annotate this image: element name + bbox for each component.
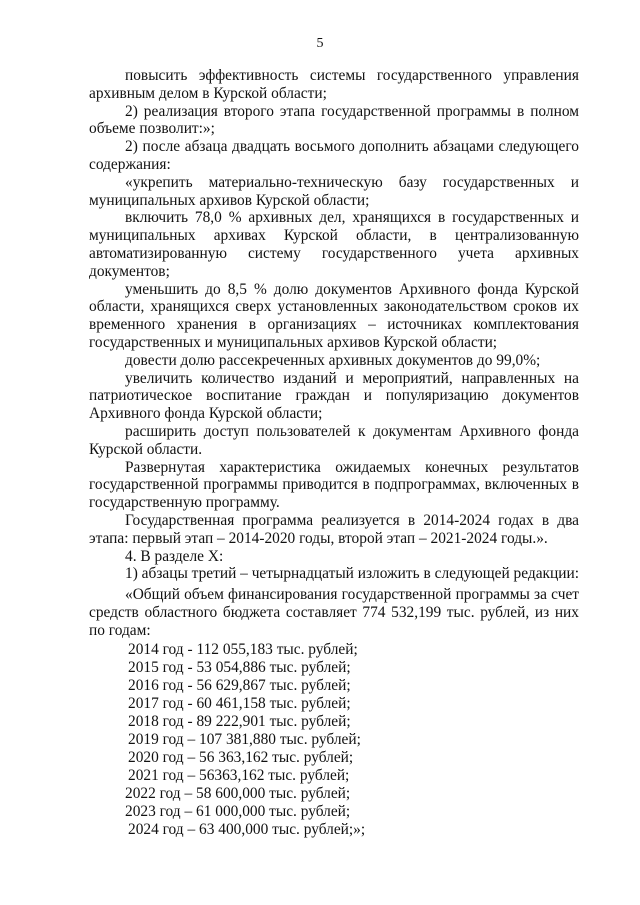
document-body	[89, 67, 579, 840]
funding-year-item: 2022 год – 58 600,000 тыс. рублей;	[125, 785, 351, 803]
page-number: 5	[316, 36, 324, 51]
paragraph-include-records: включить 78,0 % архивных дел, хранящихся в государственных и муниципальных архивах Курской области, в централизованную автоматизированную систему государственного учета архивных документов;	[89, 209, 579, 280]
paragraph-program-stages: Государственная программа реализуется в 2014-2024 годах в два этапа: первый этап – 2014-2020 годы, второй этап – 2021-2024 годы.».	[89, 511, 579, 547]
paragraph-declassified-share: довести долю рассекреченных архивных документов до 99,0%;	[125, 351, 541, 369]
funding-year-item: 2020 год – 56 363,162 тыс. рублей;	[128, 749, 354, 767]
paragraph-goal-efficiency: повысить эффективность системы государственного управления архивным делом в Курской области;	[89, 67, 579, 102]
funding-year-item: 2017 год - 60 461,158 тыс. рублей;	[128, 694, 351, 712]
paragraph-access: расширить доступ пользователей к документам Архивного фонда Курской области.	[89, 422, 579, 458]
paragraph-total-funding: «Общий объем финансирования государственной программы за счет средств областного бюджета составляет 774 532,199 тыс. рублей, из них по годам:	[89, 586, 579, 639]
funding-year-item: 2019 год – 107 381,880 тыс. рублей;	[128, 730, 361, 748]
funding-year-item: 2015 год - 53 054,886 тыс. рублей;	[128, 658, 351, 676]
funding-year-item: 2016 год - 56 629,867 тыс. рублей;	[128, 676, 351, 694]
paragraph-second-stage: 2) реализация второго этапа государственной программы в полном объеме позволит:»;	[89, 102, 579, 138]
funding-year-item: 2018 год - 89 222,901 тыс. рублей;	[128, 712, 351, 730]
paragraph-strengthen-base: «укрепить материально-техническую базу государственных и муниципальных архивов Курской области;	[89, 173, 579, 209]
funding-year-item: 2021 год – 56363,162 тыс. рублей;	[128, 767, 350, 785]
funding-year-item: 2023 год – 61 000,000 тыс. рублей;	[125, 803, 351, 821]
paragraph-amend-instruction: 1) абзацы третий – четырнадцатый изложить в следующей редакции:	[125, 565, 580, 583]
paragraph-reduce-share: уменьшить до 8,5 % долю документов Архивного фонда Курской области, хранящихся сверх установленных законодательством сроков их временного хранения в организациях – источниках комплектования государственных и муниципальных архивов Курской области;	[89, 280, 579, 351]
funding-year-item: 2014 год - 112 055,183 тыс. рублей;	[128, 640, 358, 658]
paragraph-expected-results: Развернутая характеристика ожидаемых конечных результатов государственной программы приводится в подпрограммах, включенных в государственную программу.	[89, 458, 579, 512]
paragraph-insert-instruction: 2) после абзаца двадцать восьмого дополнить абзацами следующего содержания:	[89, 138, 579, 173]
paragraph-publications: увеличить количество изданий и мероприятий, направленных на патриотическое воспитание граждан и популяризацию документов Архивного фонда Курской области;	[89, 369, 579, 423]
funding-year-item: 2024 год – 63 400,000 тыс. рублей;»;	[128, 821, 366, 839]
funding-by-year-list	[89, 641, 579, 840]
paragraph-section-heading: 4. В разделе X:	[125, 547, 224, 565]
